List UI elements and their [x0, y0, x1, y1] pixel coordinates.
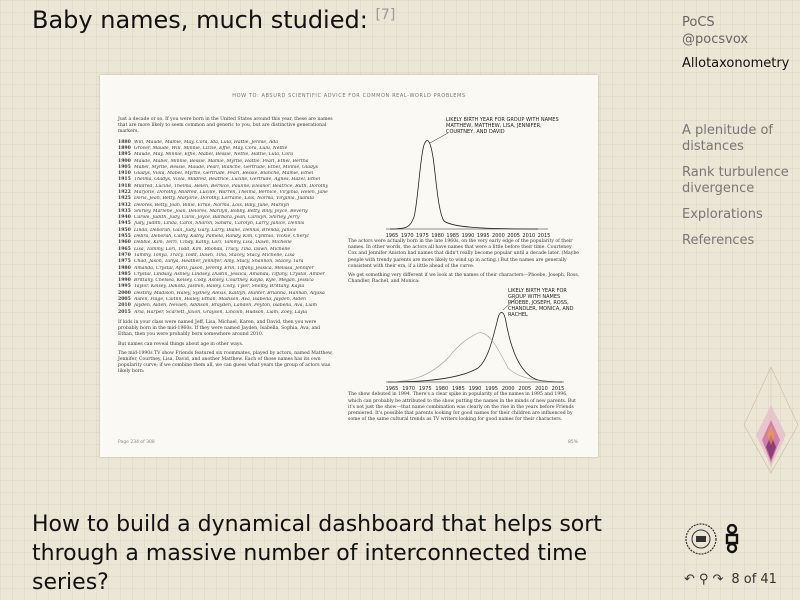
axis-tick-label: 1970 — [400, 233, 414, 239]
year-names: Debbie, Kim, Terri, Cindy, Kathy, Lori, Tammy, Lisa, Dawn, Michelle — [134, 240, 292, 246]
section-list — [682, 123, 794, 249]
book-right-para-3: The show debuted in 1994. There's a clear spike in popularity of the names in 1995 and 1996, which can probably be attributed to the show putting the names in the minds of new parents. But it's not just the show—that name combination was clearly on the rise in the years before Friends premiered. It's possible that parents looking for good names for their children are influenced by some of the same cultural trends as TV writers looking for good names for their characters. — [348, 392, 576, 423]
year-label: 1945 — [118, 221, 131, 227]
year-label: 1915 — [118, 177, 131, 183]
slide-title — [32, 6, 395, 34]
year-label: 1960 — [118, 240, 131, 246]
year-label: 1970 — [118, 252, 131, 258]
birth-year-chart-1-svg — [348, 117, 580, 239]
year-label: 1925 — [118, 196, 131, 202]
axis-tick-label: 1965 — [385, 386, 399, 393]
year-names: Chad, Jason, Tanya, Heather, Jennifer, Amy, Stacy, Shannon, Stacey, Tara — [134, 259, 304, 265]
year-label: 1995 — [118, 284, 131, 290]
year-names: Delores, Betty, Joan, Billie, Ernie, Norma, Lois, Billy, June, Marilyn — [134, 202, 290, 208]
birth-year-chart-1 — [348, 117, 580, 239]
year-label: 1935 — [118, 208, 131, 214]
axis-tick-label: 1990 — [461, 233, 475, 239]
axis-tick-label: 1975 — [416, 233, 429, 239]
sidebar-item-explorations[interactable]: Explorations — [682, 207, 763, 222]
axis-tick-label: 2005 — [518, 386, 532, 393]
slide-navigation — [684, 572, 777, 587]
year-label: 1890 — [118, 145, 131, 151]
axis-tick-label: 1990 — [468, 386, 482, 393]
back-icon[interactable]: ↶ — [684, 572, 695, 587]
year-label: 1922 — [118, 189, 131, 195]
axis-tick-label: 1995 — [485, 386, 498, 393]
chart-2-caption: LIKELY BIRTH YEAR FOR GROUP WITH NAMES PHOEBE, JOSEPH, ROSS, CHANDLER, MONICA, AND RACHEL — [508, 288, 574, 319]
sidebar-item-plenitude[interactable]: A plenitude of distances — [682, 123, 773, 154]
current-section[interactable]: Allotaxonometry — [682, 56, 790, 71]
year-label: 1985 — [118, 271, 131, 277]
book-page-number: Page 234 of 308 — [118, 440, 155, 445]
book-right-column — [348, 117, 580, 426]
year-label: 1975 — [118, 259, 131, 265]
year-names-list — [118, 140, 334, 316]
year-label: 1918 — [118, 183, 131, 189]
course-handle[interactable]: @pocsvox — [682, 32, 749, 47]
chart-1-caption: LIKELY BIRTH YEAR FOR GROUP WITH NAMES MATTHEW, MATTHEW, LISA, JENNIFER, COURTNEY, AND DAVID — [446, 117, 559, 135]
axis-tick-label: 2010 — [522, 233, 536, 239]
year-label: 1950 — [118, 227, 131, 233]
year-names: Amanda, Crystal, April, Jason, Jeremy, Erin, Tiffany, Jessica, Melissa, Jennifer — [134, 265, 314, 271]
book-right-para-2: We get something very different if we look at the names of their characters—Phoebe, Joseph, Ross, Chandler, Rachel, and Monica: — [348, 273, 580, 285]
page-counter: 8 of 41 — [731, 572, 777, 587]
year-names: Gladys, Viola, Mabel, Myrtle, Gertrude, Pearl, Bessie, Blanche, Mamie, Ethel — [134, 171, 314, 177]
year-names: Thelma, Gladys, Viola, Mildred, Beatrice, Lucille, Gertrude, Agnes, Hazel, Ethel — [134, 177, 321, 183]
year-names: Will, Maude, Mamie, May, Cora, Ida, Lula, Hattie, Jennie, Ada — [134, 139, 279, 145]
year-names: Linda, Deborah, Gail, Judy, Gary, Larry, Diane, Dennis, Brenda, Janice — [134, 227, 297, 233]
year-names: Judy, Judith, Linda, Carol, Sharon, Sandra, Carolyn, Larry, Janice, Dennis — [134, 221, 305, 227]
slide-title-text: Baby names, much studied: — [32, 6, 368, 34]
axis-tick-label: 2000 — [501, 386, 515, 393]
axis-tick-label: 2015 — [551, 386, 565, 393]
year-names: Mildred, Lucille, Thelma, Helen, Bernice, Pauline, Eleanor, Beatrice, Ruth, Dorothy — [134, 183, 329, 189]
year-names: Lisa, Tammy, Lori, Todd, Kim, Rhonda, Tracy, Tina, Dawn, Michelle — [134, 246, 291, 252]
sidebar-item-references[interactable]: References — [682, 233, 755, 248]
search-icon[interactable]: ⚲ — [698, 572, 709, 587]
uvm-seal-logo — [684, 522, 718, 556]
year-names: Crystal, Lindsay, Ashley, Lindsey, Dustin, Jessica, Amanda, Tiffany, Crystal, Amber — [134, 271, 325, 277]
year-label: 1895 — [118, 152, 131, 158]
axis-tick-label: 2015 — [537, 233, 551, 239]
year-label: 1900 — [118, 158, 131, 164]
book-left-para-3: The mid-1990s TV show Friends featured six roommates, played by actors, named Matthew, Jennifer, Courtney, Lisa, David, and another Matthew. Each of those names has its own popularity curve; if we combine them all, we can guess what years the group of actors was likely born: — [118, 350, 333, 375]
year-names: Destiny, Madison, Haley, Sydney, Alexis, Kaitlyn, Hunter, Brianna, Hannah, Alyssa — [134, 290, 325, 296]
axis-tick-label: 2010 — [535, 386, 548, 393]
book-right-para-1: The actors were actually born in the late 1960s, on the very early edge of the popularity of their names. In other words, the actors all have names that were a little before their time. Courteney Cox and Jennifer Aniston had names that didn't really become popular until a decade later. (Maybe people with trendy parents are more likely to wind up in acting.) But the names are generally consistent with their era, if a little ahead of the curve. — [348, 239, 579, 269]
year-label: 1980 — [118, 265, 131, 271]
year-names: Aiden, Paige, Caitlin, Hailey, Ethan, Madison, Ava, Isabella, Jayden, Aiden — [134, 297, 306, 303]
year-names: Carole, Judith, Judy, Carol, Joyce, Barbara, Jean, Carolyn, Shirley, Jerry — [134, 215, 300, 221]
axis-tick-label: 1985 — [446, 233, 460, 239]
year-names: Tammy, Tonya, Tracy, Todd, Dawn, Tina, Stacey, Stacy, Michelle, Lisa — [134, 252, 295, 258]
book-zoom: 85% — [567, 440, 578, 445]
axis-tick-label: 1980 — [431, 233, 444, 239]
complexity-logo — [724, 524, 740, 554]
axis-tick-label: 2000 — [492, 233, 505, 239]
axis-tick-label: 1965 — [385, 233, 399, 239]
axis-tick-label: 1980 — [435, 386, 449, 393]
year-names: Debra, Deborah, Cathy, Kathy, Pamela, Randy, Kim, Cynthia, Vickie, Cheryl — [134, 234, 309, 240]
year-names: Grover, Maude, Will, Minnie, Lizzie, Effie, May, Cora, Lulu, Nettie — [134, 145, 288, 151]
book-left-para-1: If kids in your class were named Jeff, Lisa, Michael, Karen, and David, then you were probably born in the mid-1960s. If they were named Jayden, Isabella, Sophia, Ava, and Ethan, then you were probably born somewhere around 2010. — [118, 319, 321, 338]
year-names: Maude, May, Minnie, Effie, Mabel, Bessie, Nettie, Hattie, Lula, Cora — [134, 152, 294, 158]
year-label: 1905 — [118, 164, 131, 170]
year-label: 1965 — [118, 246, 131, 252]
book-page-image — [100, 75, 598, 457]
year-names: Jayden, Aiden, Nevaeh, Addison, Brayden, Landon, Peyton, Isabella, Ava, Liam — [134, 303, 318, 309]
year-row — [118, 310, 334, 316]
year-names: Aria, Harper, Scarlett, Jaxon, Grayson, Lincoln, Hudson, Liam, Zoey, Layla — [134, 309, 308, 315]
sidebar — [682, 14, 794, 259]
year-label: 1932 — [118, 202, 131, 208]
year-label: 2000 — [118, 290, 131, 296]
citation-link[interactable]: [7] — [375, 7, 396, 23]
axis-tick-label: 1995 — [476, 233, 490, 239]
birth-year-chart-2-svg — [348, 288, 580, 392]
axis-tick-label: 1970 — [402, 386, 415, 393]
year-names: Maude, Mabel, Minnie, Bessie, Mamie, Myrtle, Hattie, Pearl, Ethel, Bertha — [134, 158, 309, 164]
axis-tick-label: 2005 — [507, 233, 520, 239]
year-names: Doris, Jean, Betty, Marjorie, Dorothy, Lorraine, Lois, Norma, Virginia, Juanita — [134, 196, 315, 202]
year-names: Shirley, Marlene, Joan, Delores, Marilyn, Bobby, Betty, Billy, Joyce, Beverly — [134, 208, 308, 214]
birth-year-chart-2 — [348, 288, 580, 392]
year-label: 1955 — [118, 234, 131, 240]
year-label: 2005 — [118, 297, 131, 303]
book-left-column — [118, 117, 334, 379]
allotaxonograph-thumbnail — [742, 365, 800, 475]
axis-tick-label: 1985 — [452, 386, 465, 393]
chart-2-curve-light — [388, 333, 562, 382]
logo-group — [684, 522, 740, 556]
book-running-head: HOW TO: ABSURD SCIENTIFIC ADVICE FOR COMMON REAL-WORLD PROBLEMS — [232, 93, 466, 99]
forward-icon[interactable]: ↷ — [712, 572, 724, 587]
year-label: 2010 — [118, 303, 131, 309]
axis-tick-label: 1975 — [418, 386, 432, 393]
year-label: 1910 — [118, 171, 131, 177]
year-names: Marjorie, Dorothy, Mildred, Lucille, Warren, Thelma, Bernice, Virginia, Helen, Jane — [134, 189, 328, 195]
book-left-para-2: But names can reveal things about age in other ways. — [118, 341, 244, 347]
year-names: Mabel, Myrtle, Bessie, Maude, Pearl, Blanche, Gertrude, Ethel, Minnie, Gladys — [134, 164, 318, 170]
year-names: Taylor, Kelsey, Dakota, Jasmin, Bailey, Cody, Tyler, Shelby, Brittany, Kayla — [134, 284, 305, 290]
slide-question: How to build a dynamical dashboard that helps sort through a massive number of interconnected time series? — [32, 512, 602, 595]
sidebar-item-rank-turbulence[interactable]: Rank turbulence divergence — [682, 165, 789, 196]
year-label: 1940 — [118, 215, 131, 221]
year-label: 1880 — [118, 139, 131, 145]
year-names: Brittany, Chelsea, Kelsey, Cody, Ashley, Courtney, Kayla, Kyle, Megan, Jessica — [134, 278, 314, 284]
course-name[interactable]: PoCS — [682, 15, 715, 30]
book-intro: Just a decade or so. If you were born in the United States around this year, these are names that are more likely to seem common and generic to you, but are distinctive generational markers. — [118, 117, 333, 135]
chart-1-curve — [390, 141, 538, 229]
year-label: 2015 — [118, 309, 131, 315]
year-label: 1990 — [118, 278, 131, 284]
